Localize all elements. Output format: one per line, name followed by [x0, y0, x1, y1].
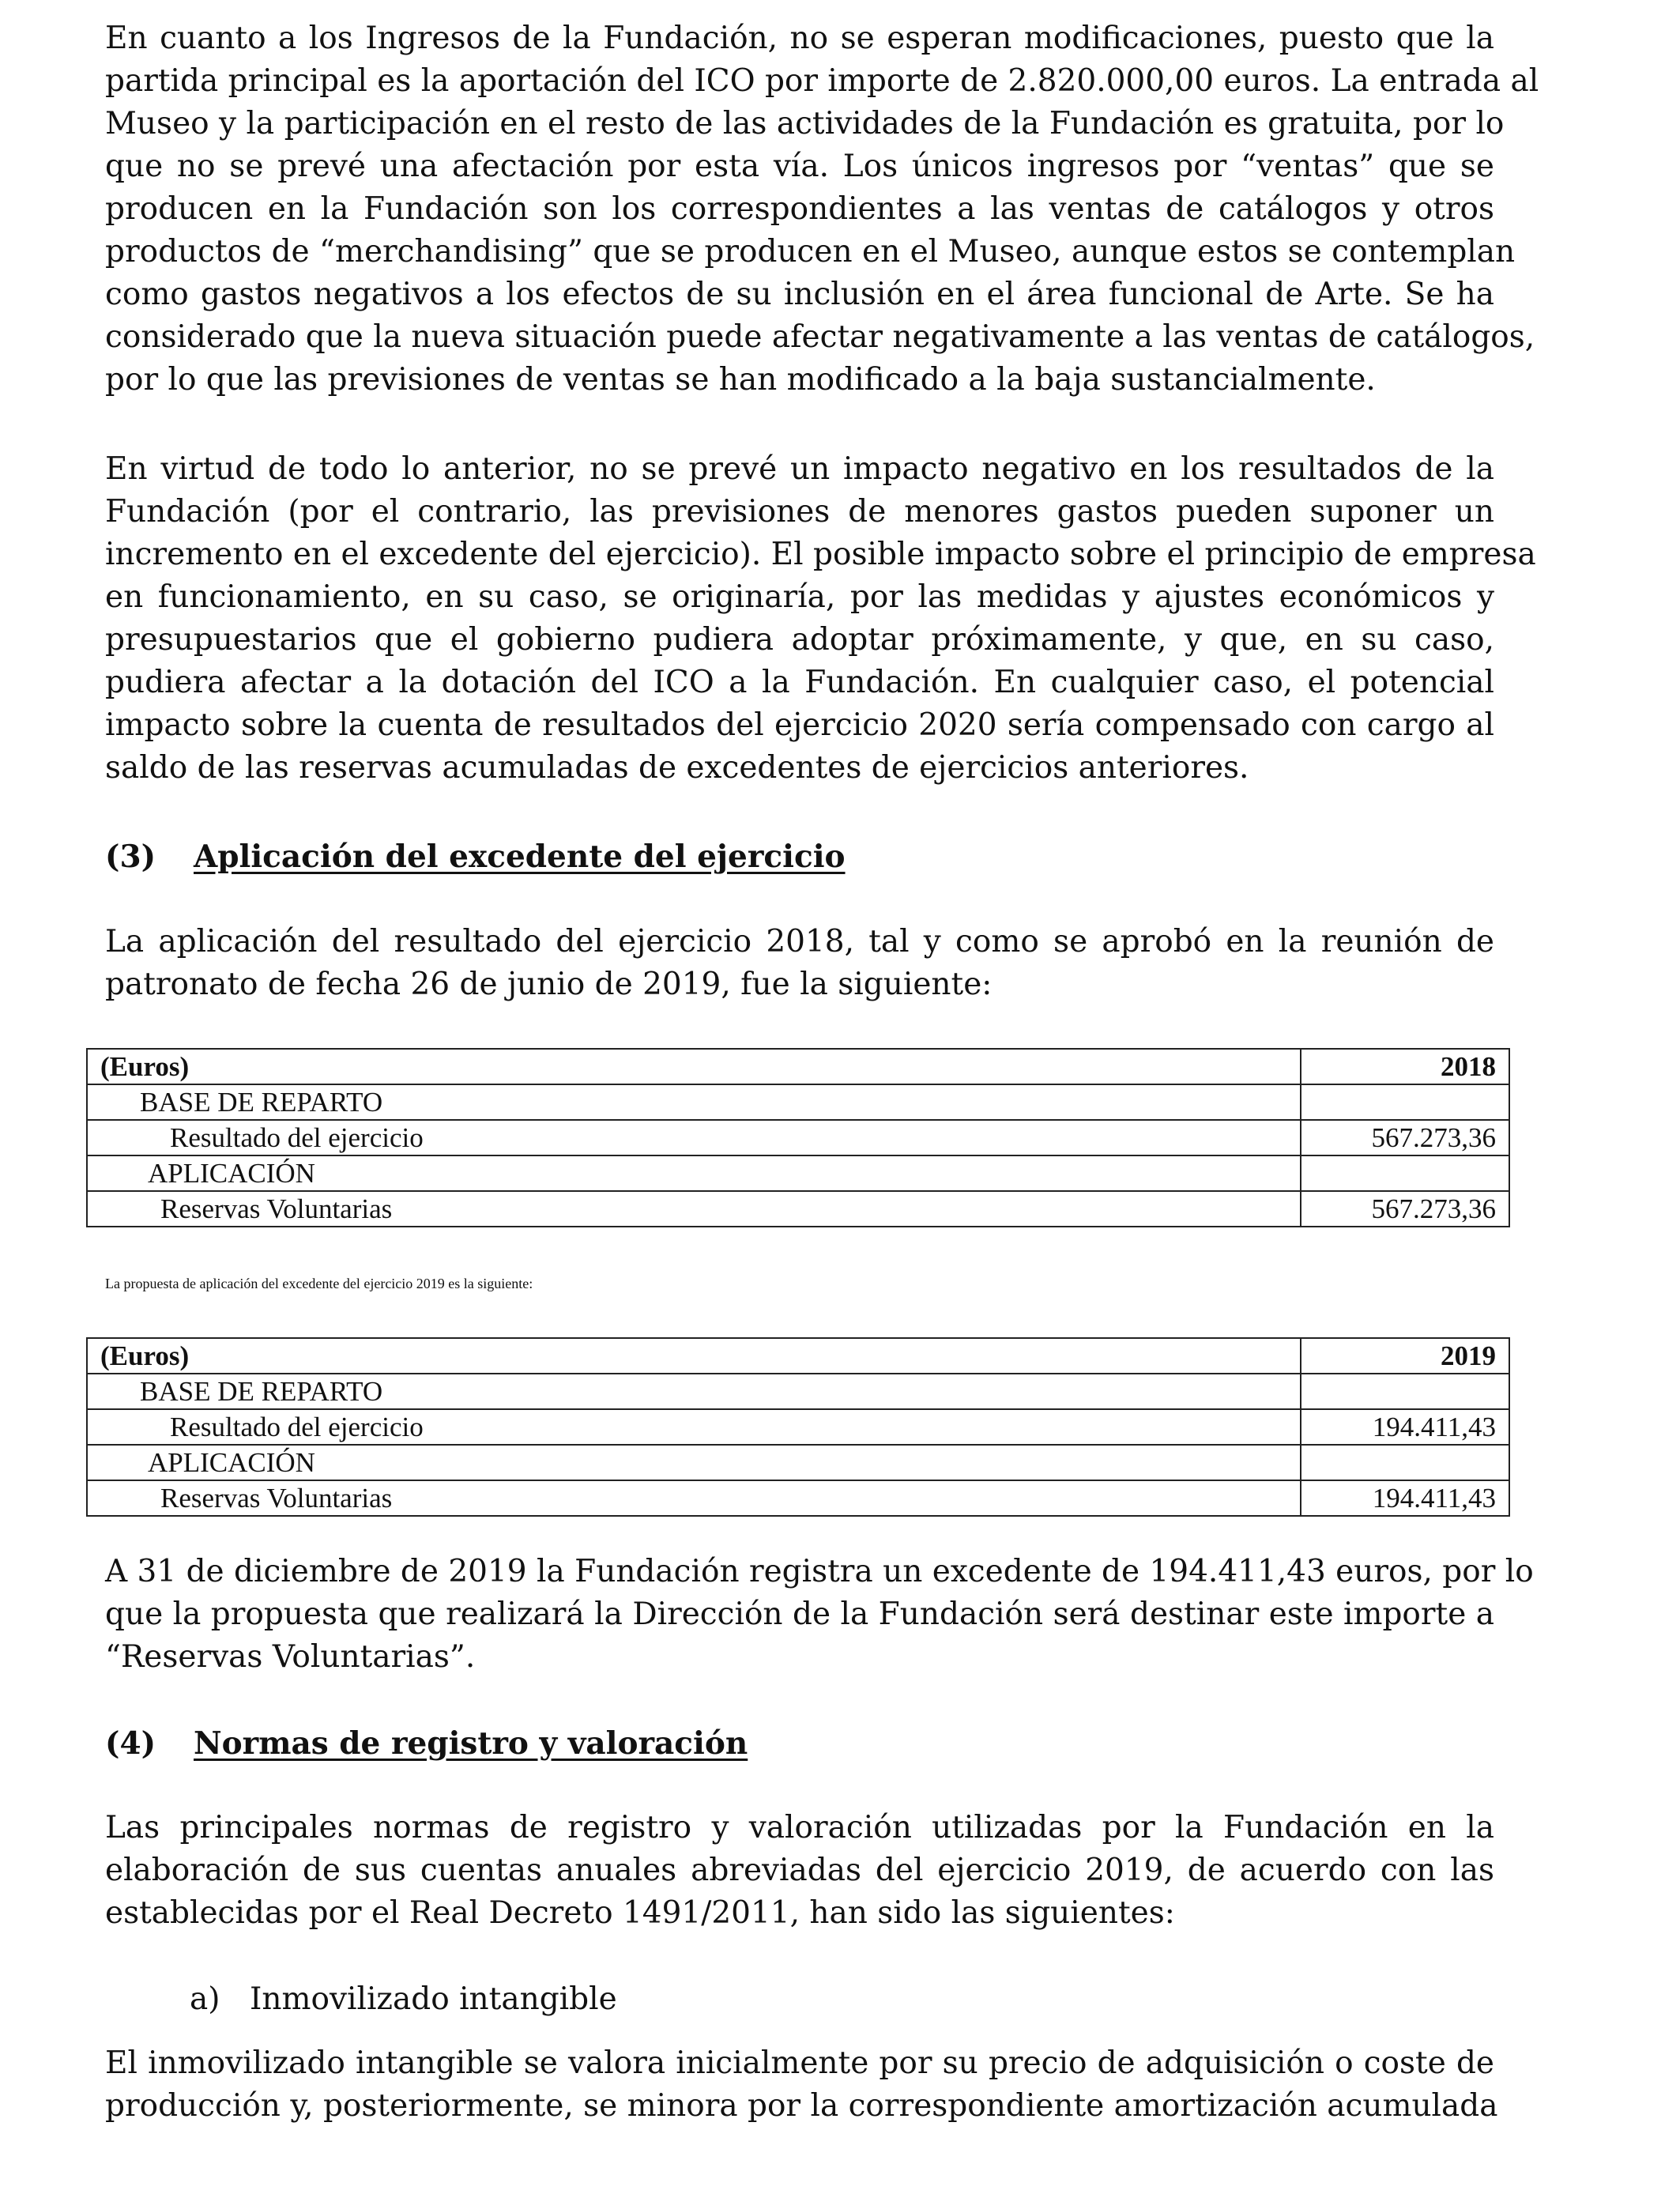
table-row: [87, 1049, 1509, 1084]
resultado-value: 194.411,43: [1301, 1409, 1509, 1445]
table-row: [87, 1409, 1509, 1445]
paragraph-line: en funcionamiento, en su caso, se originaría, por las medidas y ajustes económicos y: [105, 579, 1494, 615]
section-title: Normas de registro y valoración: [194, 1725, 748, 1762]
empty-cell: [1301, 1445, 1509, 1480]
table-row: [87, 1480, 1509, 1516]
paragraph-line: elaboración de sus cuentas anuales abreviadas del ejercicio 2019, de acuerdo con las: [105, 1853, 1494, 1888]
empty-cell: [1301, 1084, 1509, 1120]
resultado-label: Resultado del ejercicio: [87, 1120, 1301, 1155]
reservas-label: Reservas Voluntarias: [87, 1480, 1301, 1516]
aplicacion-label: APLICACIÓN: [87, 1445, 1301, 1480]
table-row: [87, 1338, 1509, 1374]
paragraph-line: producen en la Fundación son los correspondientes a las ventas de catálogos y otros: [105, 191, 1494, 227]
reservas-value: 567.273,36: [1301, 1191, 1509, 1227]
table-row: [87, 1374, 1509, 1409]
table-aplicacion-2018: [86, 1048, 1510, 1227]
paragraph-line: En cuanto a los Ingresos de la Fundación, no se esperan modificaciones, puesto que la: [105, 21, 1494, 56]
paragraph-line: productos de “merchandising” que se producen en el Museo, aunque estos se contemplan: [105, 234, 1516, 270]
paragraph-line: pudiera afectar a la dotación del ICO a la Fundación. En cualquier caso, el potencial: [105, 665, 1494, 700]
paragraph-line: que no se prevé una afectación por esta vía. Los únicos ingresos por “ventas” que se: [105, 149, 1494, 184]
table-header-year: 2019: [1301, 1338, 1509, 1374]
paragraph-line: Museo y la participación en el resto de las actividades de la Fundación es gratuita, por lo: [105, 106, 1505, 141]
paragraph-line: saldo de las reservas acumuladas de excedentes de ejercicios anteriores.: [105, 750, 1249, 786]
resultado-label: Resultado del ejercicio: [87, 1409, 1301, 1445]
table-header-label: (Euros): [87, 1049, 1301, 1084]
table-header-year: 2018: [1301, 1049, 1509, 1084]
paragraph-line: A 31 de diciembre de 2019 la Fundación registra un excedente de 194.411,43 euros, por lo: [105, 1554, 1534, 1589]
paragraph-line: que la propuesta que realizará la Dirección de la Fundación será destinar este importe a: [105, 1596, 1494, 1632]
paragraph-line: por lo que las previsiones de ventas se han modificado a la baja sustancialmente.: [105, 362, 1376, 398]
table-row: [87, 1155, 1509, 1191]
aplicacion-label: APLICACIÓN: [87, 1155, 1301, 1191]
list-item-label: a): [190, 1981, 220, 2017]
table-header-label: (Euros): [87, 1338, 1301, 1374]
paragraph-line: considerado que la nueva situación puede afectar negativamente a las ventas de catálogos,: [105, 319, 1535, 355]
reservas-value: 194.411,43: [1301, 1480, 1509, 1516]
paragraph-line: producción y, posteriormente, se minora por la correspondiente amortización acumulada: [105, 2088, 1498, 2124]
resultado-value: 567.273,36: [1301, 1120, 1509, 1155]
section-number: (3): [105, 839, 156, 875]
paragraph-line: El inmovilizado intangible se valora inicialmente por su precio de adquisición o coste de: [105, 2045, 1494, 2081]
paragraph-line: Fundación (por el contrario, las previsiones de menores gastos pueden suponer un: [105, 494, 1494, 530]
paragraph-line: impacto sobre la cuenta de resultados del ejercicio 2020 sería compensado con cargo al: [105, 707, 1494, 743]
list-item-text: Inmovilizado intangible: [250, 1981, 617, 2017]
table-row: [87, 1191, 1509, 1227]
table-row: [87, 1084, 1509, 1120]
reservas-label: Reservas Voluntarias: [87, 1191, 1301, 1227]
base-reparto-label: BASE DE REPARTO: [87, 1084, 1301, 1120]
section-title: Aplicación del excedente del ejercicio: [194, 839, 846, 875]
empty-cell: [1301, 1155, 1509, 1191]
paragraph-line: “Reservas Voluntarias”.: [105, 1639, 476, 1675]
base-reparto-label: BASE DE REPARTO: [87, 1374, 1301, 1409]
table-row: [87, 1445, 1509, 1480]
paragraph-line: establecidas por el Real Decreto 1491/2011, han sido las siguientes:: [105, 1895, 1175, 1931]
table-aplicacion-2019: [86, 1337, 1510, 1517]
section-number: (4): [105, 1725, 156, 1762]
paragraph-line: partida principal es la aportación del ICO por importe de 2.820.000,00 euros. La entrada al: [105, 63, 1539, 99]
proposal-note: La propuesta de aplicación del excedente del ejercicio 2019 es la siguiente:: [105, 1276, 533, 1291]
table-row: [87, 1120, 1509, 1155]
paragraph-line: En virtud de todo lo anterior, no se prevé un impacto negativo en los resultados de la: [105, 451, 1494, 487]
paragraph-line: presupuestarios que el gobierno pudiera adoptar próximamente, y que, en su caso,: [105, 622, 1494, 658]
paragraph-line: patronato de fecha 26 de junio de 2019, fue la siguiente:: [105, 967, 993, 1002]
paragraph-line: como gastos negativos a los efectos de su inclusión en el área funcional de Arte. Se ha: [105, 277, 1494, 312]
empty-cell: [1301, 1374, 1509, 1409]
paragraph-line: incremento en el excedente del ejercicio). El posible impacto sobre el principio de empresa: [105, 537, 1536, 572]
paragraph-line: Las principales normas de registro y valoración utilizadas por la Fundación en la: [105, 1810, 1494, 1845]
paragraph-line: La aplicación del resultado del ejercicio 2018, tal y como se aprobó en la reunión de: [105, 924, 1494, 959]
